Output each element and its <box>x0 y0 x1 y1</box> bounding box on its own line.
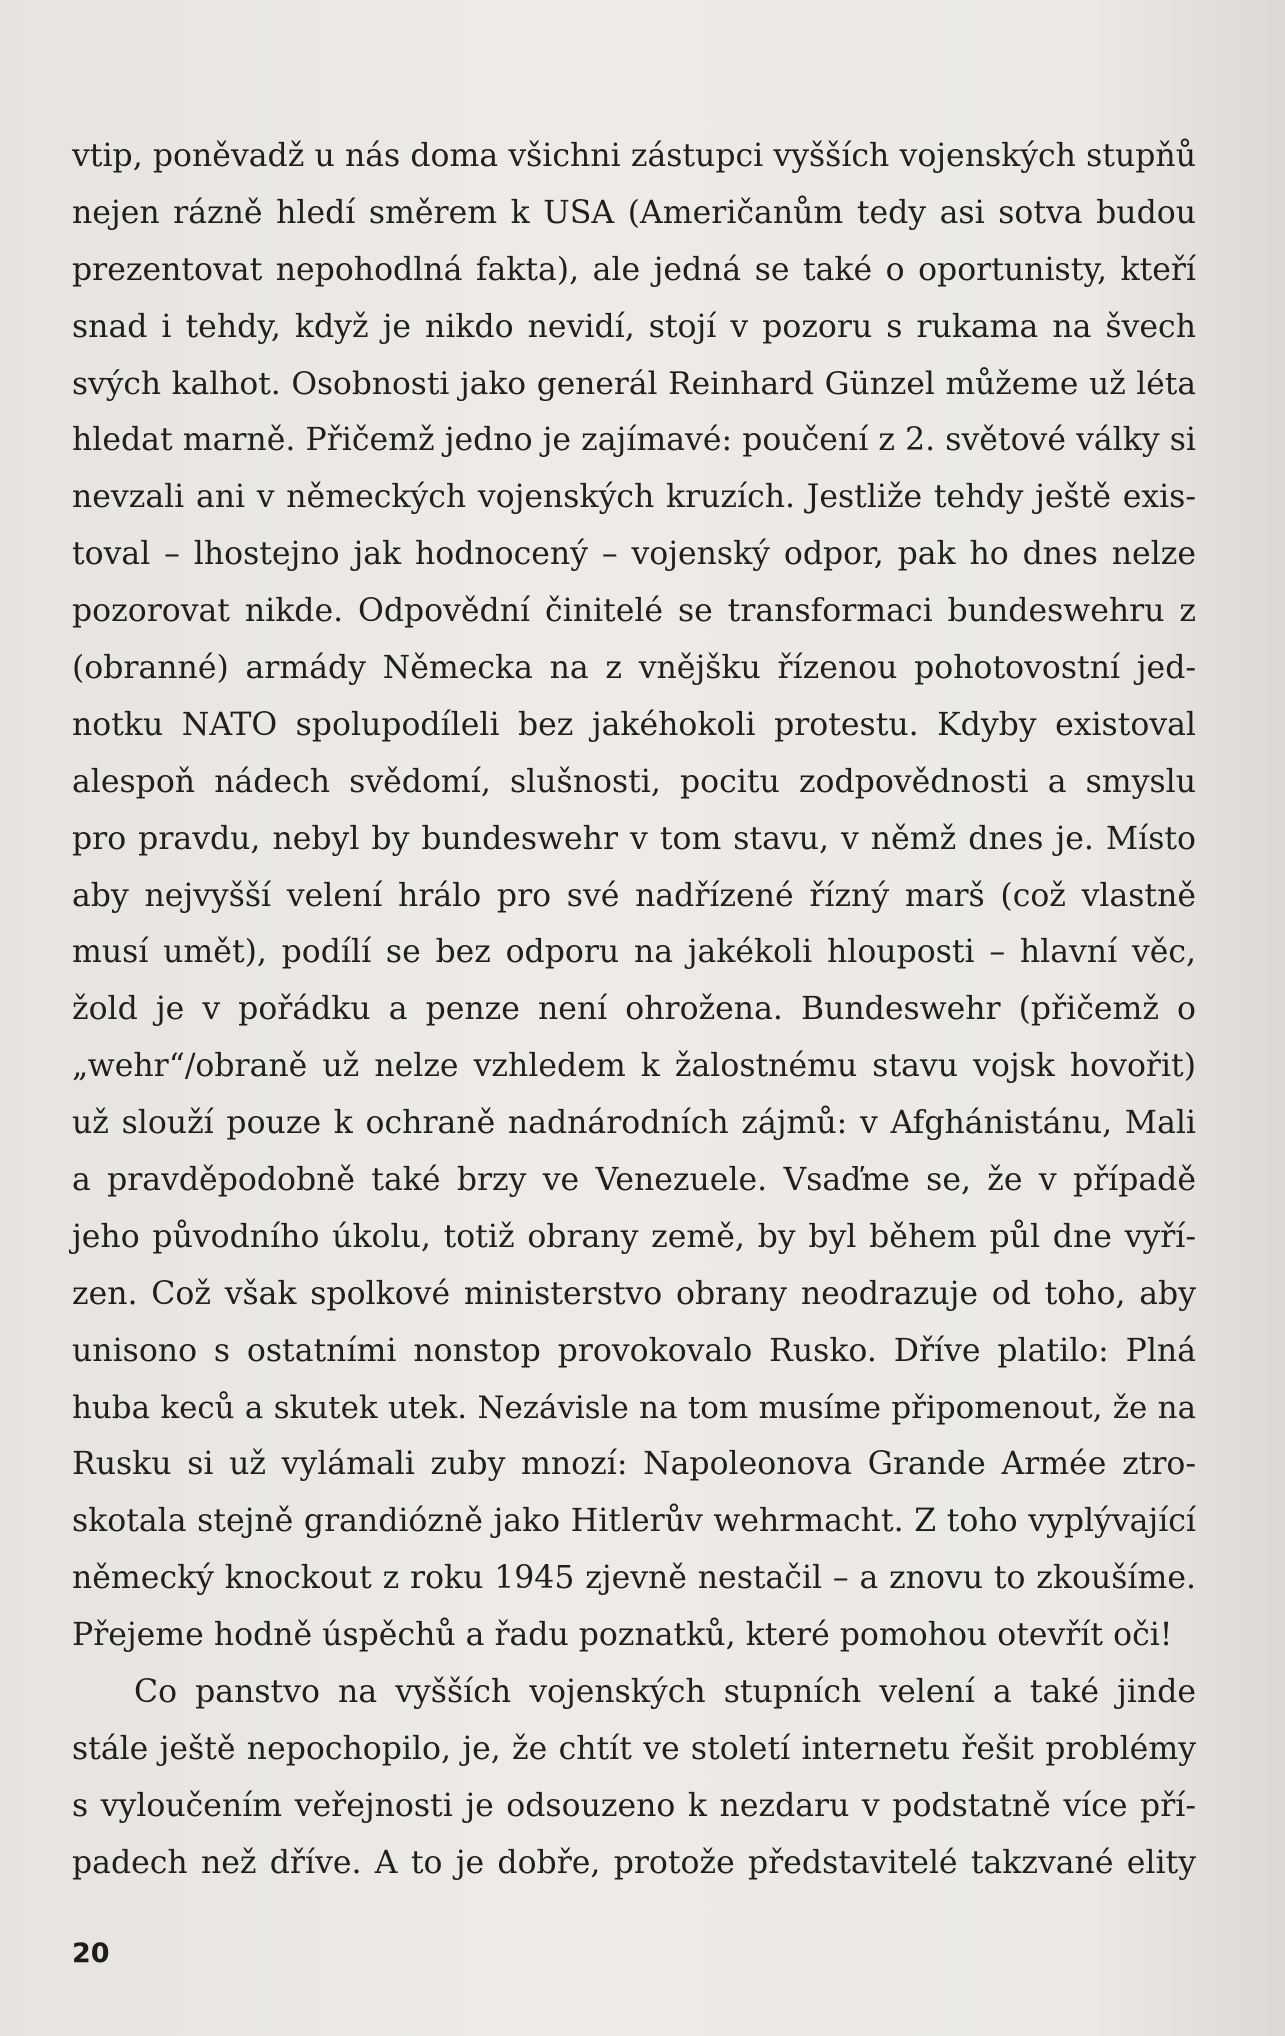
paragraph-start-line: Co panstvo na vyšších vojenských stupních velení a také jinde <box>134 1674 1196 1711</box>
text-line: pozorovat nikde. Odpovědní činitelé se transformaci bundeswehru z <box>72 593 1196 630</box>
text-line: už slouží pouze k ochraně nadnárodních zájmů: v Afghánistánu, Mali <box>72 1105 1196 1142</box>
text-line: (obranné) armády Německa na z vnějšku řízenou pohotovostní jed- <box>72 650 1196 687</box>
text-line: unisono s ostatními nonstop provokovalo Rusko. Dříve platilo: Plná <box>72 1332 1196 1369</box>
text-line: jeho původního úkolu, totiž obrany země, by byl během půl dne vyří- <box>72 1218 1196 1255</box>
text-line: německý knockout z roku 1945 zjevně nestačil – a znovu to zkoušíme. <box>72 1560 1196 1597</box>
text-line: Rusku si už vylámali zuby mnozí: Napoleonova Grande Armée ztro- <box>72 1446 1196 1483</box>
text-line: pro pravdu, nebyl by bundeswehr v tom stavu, v němž dnes je. Místo <box>72 820 1196 857</box>
text-line: snad i tehdy, když je nikdo nevidí, stojí v pozoru s rukama na švech <box>72 308 1196 345</box>
text-line: hledat marně. Přičemž jedno je zajímavé: poučení z 2. světové války si <box>72 422 1196 459</box>
text-line: padech než dříve. A to je dobře, protože představitelé takzvané elity <box>72 1844 1196 1881</box>
text-line: aby nejvyšší velení hrálo pro své nadřízené řízný marš (což vlastně <box>72 877 1196 914</box>
text-line: musí umět), podílí se bez odporu na jakékoli hlouposti – hlavní věc, <box>72 934 1196 971</box>
text-line: skotala stejně grandiózně jako Hitlerův wehrmacht. Z toho vyplývající <box>72 1503 1196 1540</box>
body-text <box>72 128 1196 1892</box>
text-line: alespoň nádech svědomí, slušnosti, pocitu zodpovědnosti a smyslu <box>72 763 1196 800</box>
text-line: nevzali ani v německých vojenských kruzích. Jestliže tehdy ještě exis- <box>72 479 1196 516</box>
text-line: zen. Což však spolkové ministerstvo obrany neodrazuje od toho, aby <box>72 1275 1196 1312</box>
text-line: notku NATO spolupodíleli bez jakéhokoli protestu. Kdyby existoval <box>72 706 1196 743</box>
text-line: s vyloučením veřejnosti je odsouzeno k nezdaru v podstatně více pří- <box>72 1787 1196 1824</box>
text-line: „wehr“/obraně už nelze vzhledem k žalostnému stavu vojsk hovořit) <box>72 1048 1196 1085</box>
paragraph-end-line: Přejeme hodně úspěchů a řadu poznatků, které pomohou otevřít oči! <box>72 1617 1173 1654</box>
text-line: prezentovat nepohodlná fakta), ale jedná se také o oportunisty, kteří <box>72 251 1196 288</box>
text-line: svých kalhot. Osobnosti jako generál Reinhard Günzel můžeme už léta <box>72 365 1196 402</box>
text-line: nejen rázně hledí směrem k USA (Američanům tedy asi sotva budou <box>72 194 1196 231</box>
text-line: stále ještě nepochopilo, je, že chtít ve století internetu řešit problémy <box>72 1730 1196 1767</box>
text-line: huba keců a skutek utek. Nezávisle na tom musíme připomenout, že na <box>72 1389 1196 1426</box>
text-line: a pravděpodobně také brzy ve Venezuele. Vsaďme se, že v případě <box>72 1162 1196 1199</box>
text-line: vtip, poněvadž u nás doma všichni zástupci vyšších vojenských stupňů <box>72 138 1196 174</box>
text-line: žold je v pořádku a penze není ohrožena. Bundeswehr (přičemž o <box>72 991 1196 1028</box>
page-number: 20 <box>72 1938 110 1969</box>
text-line: toval – lhostejno jak hodnocený – vojenský odpor, pak ho dnes nelze <box>72 536 1196 573</box>
